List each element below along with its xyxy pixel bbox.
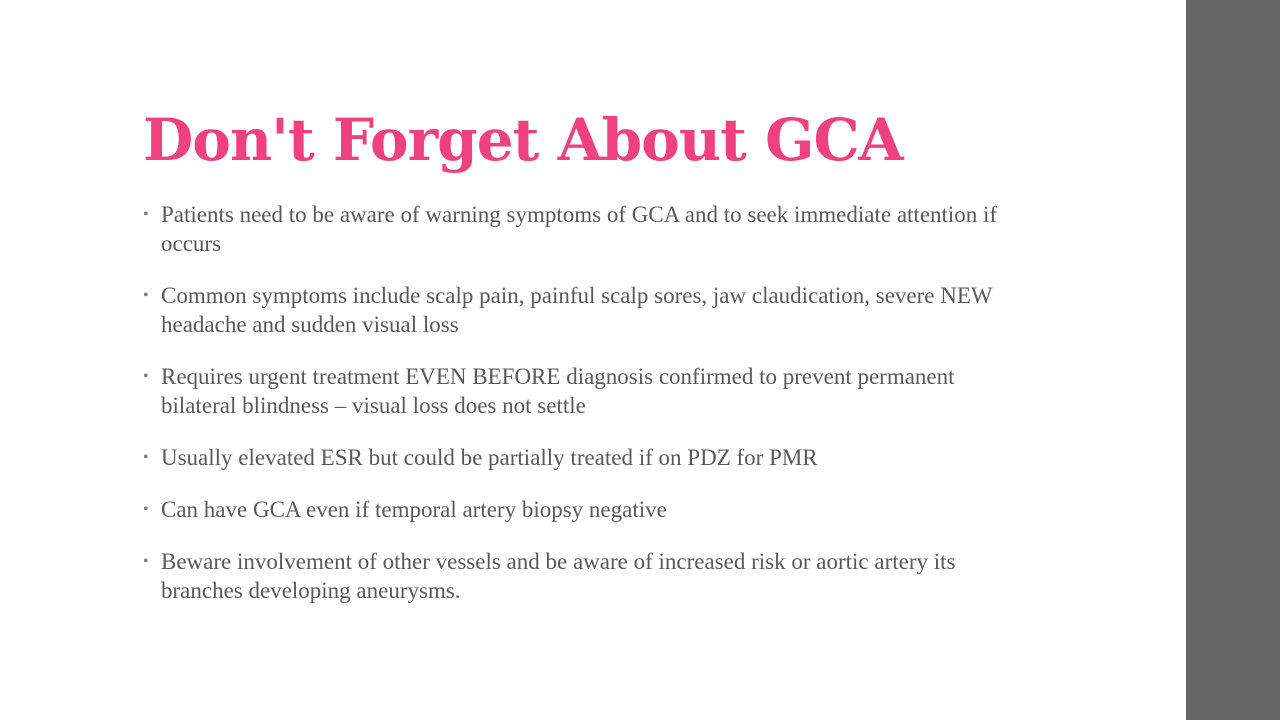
bullet-icon: • xyxy=(143,206,149,223)
bullet-icon: • xyxy=(143,449,149,466)
bullet-item xyxy=(143,362,1023,420)
side-bar xyxy=(1186,0,1280,720)
bullet-text: Patients need to be aware of warning symptoms of GCA and to seek immediate attention if occurs xyxy=(161,202,998,256)
bullet-text: Requires urgent treatment EVEN BEFORE diagnosis confirmed to prevent permanent bilateral blindness – visual loss does not settle xyxy=(161,364,955,418)
bullet-item xyxy=(143,443,1023,472)
bullet-text: Usually elevated ESR but could be partially treated if on PDZ for PMR xyxy=(161,445,818,470)
bullet-item xyxy=(143,547,1023,605)
bullet-item xyxy=(143,495,1023,524)
bullet-text: Can have GCA even if temporal artery biopsy negative xyxy=(161,497,667,522)
bullet-icon: • xyxy=(143,553,149,570)
bullet-list xyxy=(143,200,1023,628)
bullet-item xyxy=(143,200,1023,258)
slide-title: Don't Forget About GCA xyxy=(143,106,903,174)
bullet-item xyxy=(143,281,1023,339)
bullet-icon: • xyxy=(143,501,149,518)
bullet-icon: • xyxy=(143,287,149,304)
bullet-text: Beware involvement of other vessels and be aware of increased risk or aortic artery its branches developing aneurysms. xyxy=(161,549,956,603)
bullet-text: Common symptoms include scalp pain, painful scalp sores, jaw claudication, severe NEW headache and sudden visual loss xyxy=(161,283,993,337)
bullet-icon: • xyxy=(143,368,149,385)
